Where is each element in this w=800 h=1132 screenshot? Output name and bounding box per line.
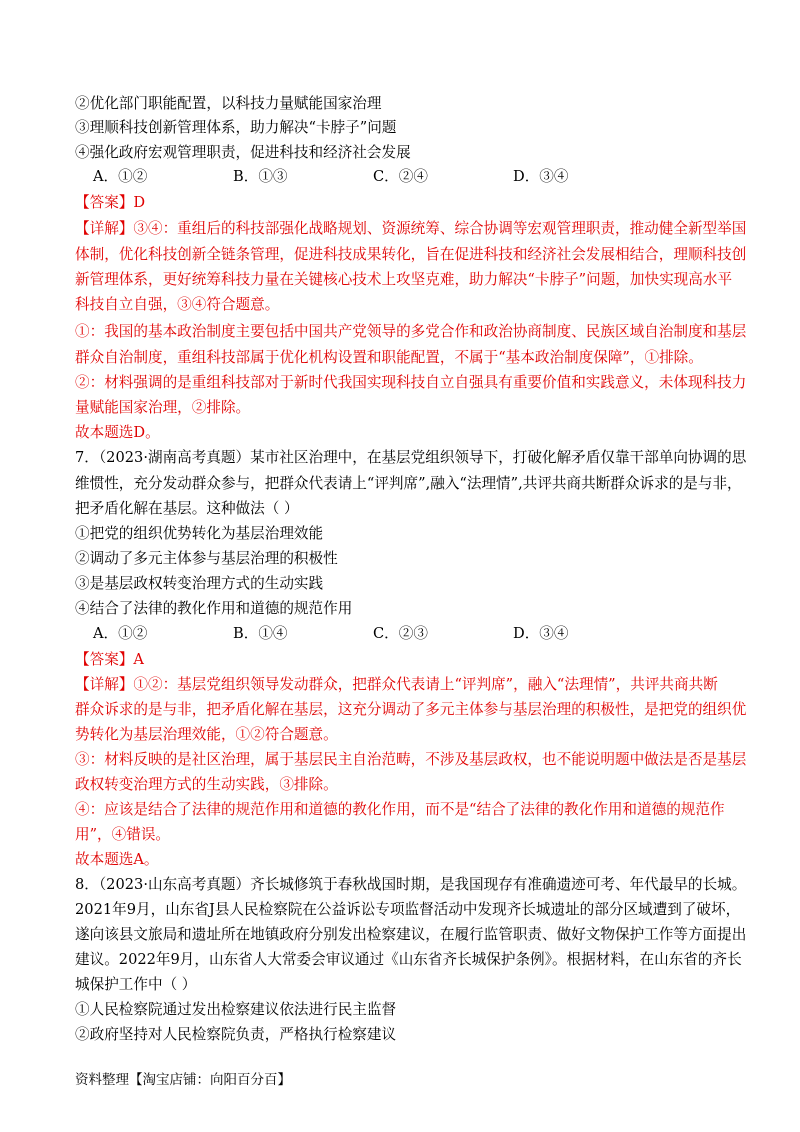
q8-option-2: ②政府坚持对人民检察院负责，严格执行检察建议: [75, 1026, 397, 1043]
q7-explanation-line: 政权转变治理方式的生动实践，③排除。: [75, 776, 338, 793]
q8-stem: 建议。2022年9月，山东省人大常委会审议通过《山东省齐长城保护条例》。根据材料，在山东省的齐长: [75, 951, 742, 968]
q6-choice-d: D．③④: [513, 168, 569, 185]
q6-explanation-line: 群众自治制度，重组科技部属于优化机构设置和职能配置，不属于“基本政治制度保障”，①排除。: [75, 349, 703, 366]
q7-stem: 7．（2023·湖南高考真题）某市社区治理中，在基层党组织领导下，打破化解矛盾仅靠干部单向协调的思: [75, 449, 747, 466]
q6-explanation-line: 新管理体系，更好统筹科技力量在关键核心技术上攻坚克难，助力解决“卡脖子”问题，加快实现高水平: [75, 271, 733, 288]
q7-choice-a: A．①②: [93, 625, 148, 642]
q6-choice-a: A．①②: [93, 168, 148, 185]
q7-choice-d: D．③④: [513, 625, 569, 642]
q7-option-3: ③是基层政权转变治理方式的生动实践: [75, 575, 324, 592]
q6-answer: 【答案】D: [75, 194, 146, 211]
q6-choice-c: C．②④: [373, 168, 428, 185]
q7-option-4: ④结合了法律的教化作用和道德的规范作用: [75, 600, 353, 617]
q7-stem: 把矛盾化解在基层。这种做法（ ）: [75, 500, 299, 517]
q7-explanation-line: 势转化为基层治理效能，①②符合题意。: [75, 726, 338, 743]
q6-explanation-line: 科技自立自强，③④符合题意。: [75, 296, 280, 313]
q8-stem: 2021年9月，山东省J县人民检察院在公益诉讼专项监督活动中发现齐长城遗址的部分区域遭到了破坏，: [75, 901, 741, 918]
q6-conclusion: 故本题选D。: [75, 424, 160, 441]
q8-option-1: ①人民检察院通过发出检察建议依法进行民主监督: [75, 1001, 397, 1018]
q8-stem: 城保护工作中（ ）: [75, 976, 197, 993]
q7-stem: 维惯性，充分发动群众参与，把群众代表请上“评判席”,融入“法理情”,共评共商共断群众诉求的是与非，: [75, 475, 742, 492]
q6-explanation-line: 量赋能国家治理，②排除。: [75, 399, 251, 416]
q6-explanation-line: ①：我国的基本政治制度主要包括中国共产党领导的多党合作和政治协商制度、民族区域自治制度和基层: [75, 323, 747, 340]
q7-choice-c: C．②③: [373, 625, 428, 642]
q7-choice-b: B．①④: [233, 625, 288, 642]
page-footer: 资料整理【淘宝店铺：向阳百分百】: [75, 1072, 291, 1088]
q8-stem: 遂向该县文旅局和遗址所在地镇政府分别发出检察建议，在履行监管职责、做好文物保护工作等方面提出: [75, 926, 747, 943]
q8-stem: 8．（2023·山东高考真题）齐长城修筑于春秋战国时期，是我国现存有准确遗迹可考、年代最早的长城。: [75, 876, 747, 893]
q7-explanation-line: 【详解】①②：基层党组织领导发动群众，把群众代表请上“评判席”，融入“法理情”，共评共商共断: [75, 676, 718, 693]
q7-explanation-line: ④：应该是结合了法律的规范作用和道德的教化作用，而不是“结合了法律的教化作用和道德的规范作: [75, 801, 725, 818]
q6-option-3: ③理顺科技创新管理体系，助力解决“卡脖子”问题: [75, 119, 397, 136]
q7-answer: 【答案】A: [75, 651, 144, 668]
q7-option-2: ②调动了多元主体参与基层治理的积极性: [75, 550, 338, 567]
q7-conclusion: 故本题选A。: [75, 851, 159, 868]
q6-option-2: ②优化部门职能配置，以科技力量赋能国家治理: [75, 95, 382, 112]
q6-choice-b: B．①③: [233, 168, 288, 185]
q6-explanation-line: ②：材料强调的是重组科技部对于新时代我国实现科技自立自强具有重要价值和实践意义，未体现科技力: [75, 374, 747, 391]
q6-explanation-line: 【详解】③④：重组后的科技部强化战略规划、资源统筹、综合协调等宏观管理职责，推动健全新型举国: [75, 220, 747, 237]
q7-option-1: ①把党的组织优势转化为基层治理效能: [75, 525, 324, 542]
q6-explanation-line: 体制，优化科技创新全链条管理，促进科技成果转化，旨在促进科技和经济社会发展相结合，理顺科技创: [75, 246, 747, 263]
q7-explanation-line: ③：材料反映的是社区治理，属于基层民主自治范畴，不涉及基层政权，也不能说明题中做法是否是基层: [75, 751, 747, 768]
q7-explanation-line: 群众诉求的是与非，把矛盾化解在基层，这充分调动了多元主体参与基层治理的积极性，是把党的组织优: [75, 701, 747, 718]
q6-option-4: ④强化政府宏观管理职责，促进科技和经济社会发展: [75, 144, 411, 161]
q7-explanation-line: 用”，④错误。: [75, 826, 171, 843]
